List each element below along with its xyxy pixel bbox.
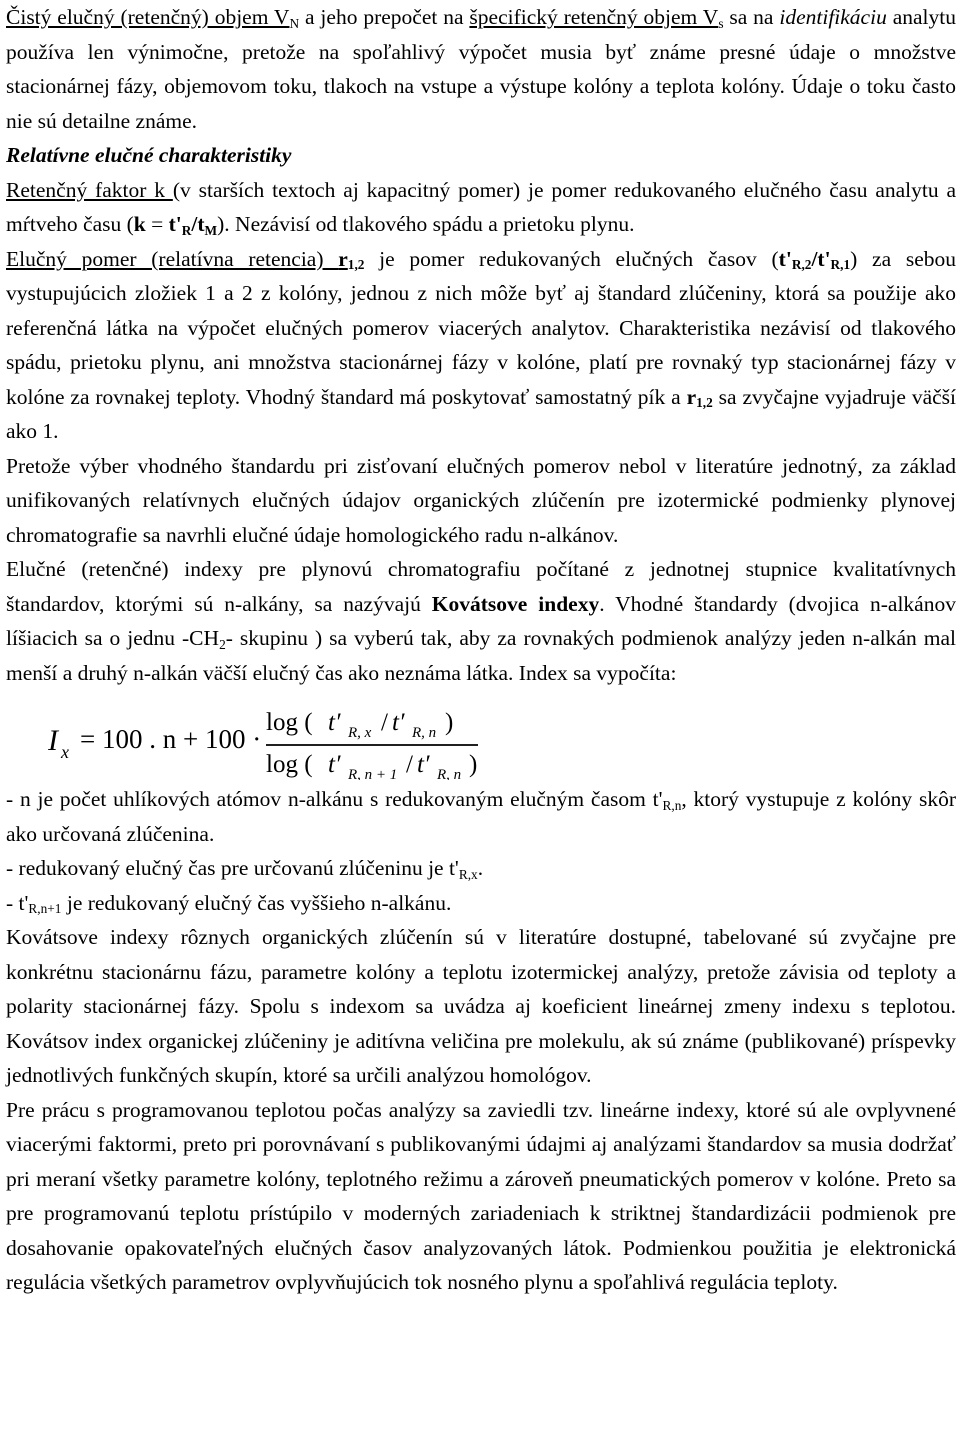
formula-num-slash: /	[381, 709, 388, 736]
formula-lhs: = 100 . n + 100 ·	[80, 724, 262, 754]
section-heading: Relatívne elučné charakteristiky	[6, 143, 292, 167]
paragraph-pure-elution-volume: Čistý elučný (retenčný) objem $V_N$ a jeho prepočet na špecifický retenčný objem $V_s$ sa na identifikáciu analytu používa len výnimočne, pretože na spoľahlivý výpočet musia byť známe presné údaje o množstve stacionárnej fázy, objemovom toku, tlakoch na vstupe a výstupe kolóny a teplota kolóny. Údaje o toku často nie sú detailne známe.	[6, 5, 956, 133]
formula-den-slash: /	[406, 751, 413, 778]
formula-den-t2: t′	[417, 751, 430, 778]
formula-den-t1-sub: R, n + 1	[348, 767, 398, 780]
formula-den-t2-sub: R, n	[437, 767, 462, 780]
formula-num-t2: t′	[392, 709, 405, 736]
formula-graphic	[48, 702, 508, 780]
formula-num-t2-sub: R, n	[412, 725, 437, 741]
term-elution-ratio: Elučný pomer (relatívna retencia)	[6, 246, 339, 271]
paragraph-retention-factor: Retenčný faktor k (v starších textoch aj kapacitný pomer) je pomer redukovaného elučného času analytu a mŕtveho času $(k = t'_R/t_M)$. Nezávisí od tlakového spádu a prietoku plynu.	[6, 177, 956, 238]
formula-num-close: )	[445, 709, 454, 736]
definition-n: - n je počet uhlíkových atómov n-alkánu s redukovaným elučným časom $t'_{R,n}$, ktorý vystupuje z kolóny skôr ako určovaná zlúčenina.	[6, 787, 956, 846]
definition-trx: - redukovaný elučný čas pre určovanú zlúčeninu je $t'_{R,x}$.	[6, 856, 484, 882]
paragraph-elution-ratio: Elučný pomer (relatívna retencia) $r_{1,2}$ je pomer redukovaných elučných časov $(t'_{R,2}/t'_{R,1})$ za sebou vystupujúcich zložiek 1 a 2 z kolóny, jednou z nich môže byť aj štandard zlúčeniny, ktorá sa použije ako referenčná látka na výpočet elučných pomerov viacerých analytov. Charakteristika nezávisí od tlakového spádu, prietoku plynu, ani množstva stacionárnej fázy v kolóne, platí pre rovnaký typ stacionárnej fázy v kolóne za rovnakej teploty. Vhodný štandard má poskytovať samostatný pík a $r_{1,2}$ sa zvyčajne vyjadruje väčší ako 1.	[6, 246, 957, 443]
formula-den-close: )	[469, 751, 478, 778]
formula-num-log: log (	[266, 709, 313, 736]
paragraph-standard-selection: Pretože výber vhodného štandardu pri zisťovaní elučných pomerov nebol v literatúre jednotný, za základ unifikovaných relatívnych elučných údajov organických zlúčenín pre izotermické podmienky plynovej chromatografie sa navrhli elučné údaje homologického radu n-alkánov.	[6, 453, 956, 547]
paragraph-kovats-availability: Kovátsove indexy rôznych organických zlúčenín sú v literatúre dostupné, tabelované sú zvyčajne pre konkrétnu stacionárnu fázu, parametre kolóny a teplotu izotermickej analýzy, pretože závisia od teploty a polarity stacionárnej fázy. Spolu s indexom sa uvádza aj koeficient lineárnej zmeny indexu s teplotou. Kovátsov index organickej zlúčeniny je aditívna veličina pre molekulu, ak sú známe (publikované) príspevky jednotlivých funkčných skupín, ktoré sa určili analýzou homológov.	[6, 925, 956, 1087]
formula-symbol-i: I	[48, 724, 58, 757]
document-page	[6, 0, 956, 1300]
formula-den-t1: t′	[328, 751, 341, 778]
paragraph-programmed-temperature: Pre prácu s programovanou teplotou počas analýzy sa zaviedli tzv. lineárne indexy, ktoré sú ale ovplyvnené viacerými faktormi, preto pri porovnávaní s publikovanými údajmi aj analýzami štandardov sa musia dodržať pri meraní všetky parametre kolóny, teplotného režimu a zároveň pneumatických pomerov v kolóne. Preto sa pre programovanú teplotu prístúpilo v moderných zariadeniach k striktnej štandardizácii podmienok pre dosahovanie opakovateľných elučných časov analyzovaných látok. Podmienkou použitia je elektronická regulácia všetkých parametrov ovplyvňujúcich tok nosného plynu a spoľahlivá regulácia teploty.	[6, 1097, 956, 1294]
term-retention-factor: Retenčný faktor k	[6, 177, 173, 202]
formula-num-t1-sub: R, x	[348, 725, 372, 741]
formula-num-t1: t′	[328, 709, 341, 736]
term-pure-elution-volume: Čistý elučný (retenčný) objem $V_N$	[6, 5, 300, 31]
formula-den-log: log (	[266, 751, 313, 778]
paragraph-kovats-indices: Elučné (retenčné) indexy pre plynovú chromatografiu počítané z jednotnej stupnice kvalitatívnych štandardov, ktorými sú n-alkány, sa nazývajú Kovátsove indexy. Vhodné štandardy (dvojica n-alkánov líšiacich sa o jednu $-CH_2-$ skupinu ) sa vyberú tak, aby za rovnakých podmienok analýzy jeden n-alkán mal menší a druhý n-alkán väčší elučný čas ako neznáma látka. Index sa vypočíta:	[6, 557, 956, 685]
formula-symbol-i-sub: x	[61, 742, 69, 762]
term-identification: identifikáciu	[779, 5, 887, 29]
kovats-index-formula	[6, 696, 956, 782]
term-specific-retention-volume: špecifický retenčný objem $V_s$	[469, 5, 724, 31]
term-kovats-indices: Kovátsove indexy	[431, 591, 600, 616]
definition-trn1: - $t'_{R,n+1}$ je redukovaný elučný čas vyššieho n-alkánu.	[6, 890, 452, 917]
